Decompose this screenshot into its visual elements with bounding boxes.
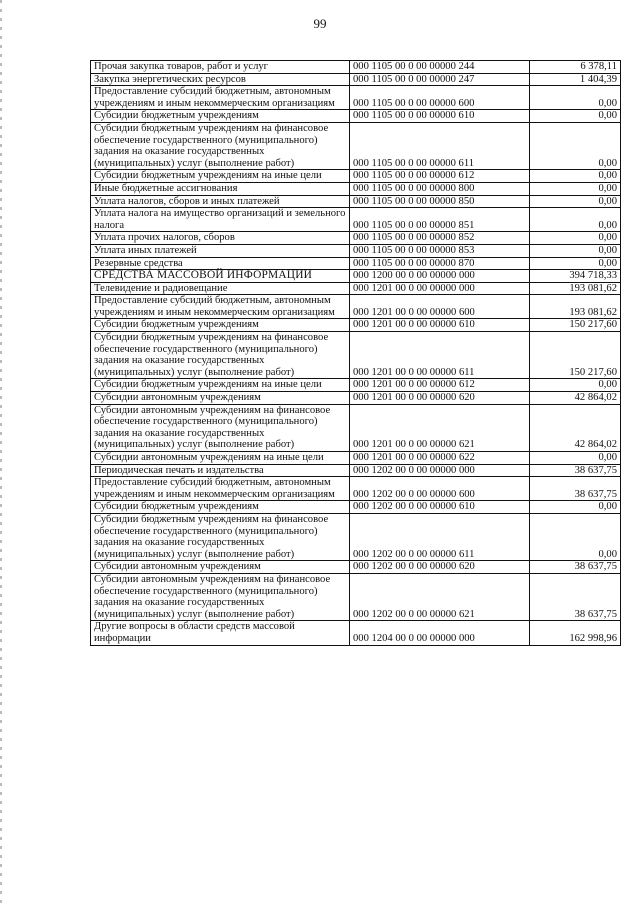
row-name: СРЕДСТВА МАССОВОЙ ИНФОРМАЦИИ [91, 270, 350, 283]
row-amount: 193 081,62 [530, 295, 621, 319]
row-code: 000 1105 00 0 00 00000 851 [350, 208, 530, 232]
table-row [91, 513, 621, 560]
table-row [91, 621, 621, 645]
row-amount: 0,00 [530, 208, 621, 232]
row-code: 000 1202 00 0 00 00000 620 [350, 561, 530, 574]
row-name: Субсидии бюджетным учреждениям на финансовое обеспечение государственного (муниципального) задания на оказание государственных (муниципальных) услуг (выполнение работ) [91, 513, 350, 560]
row-amount: 6 378,11 [530, 61, 621, 74]
row-amount: 0,00 [530, 86, 621, 110]
row-amount: 150 217,60 [530, 319, 621, 332]
row-name: Телевидение и радиовещание [91, 282, 350, 295]
row-name: Предоставление субсидий бюджетным, автономным учреждениям и иным некоммерческим организациям [91, 86, 350, 110]
row-name: Субсидии бюджетным учреждениям на финансовое обеспечение государственного (муниципального) задания на оказание государственных (муниципальных) услуг (выполнение работ) [91, 332, 350, 379]
row-amount: 193 081,62 [530, 282, 621, 295]
table-row [91, 208, 621, 232]
table-row [91, 170, 621, 183]
table-row [91, 501, 621, 514]
table-row [91, 61, 621, 74]
row-code: 000 1202 00 0 00 00000 611 [350, 513, 530, 560]
row-name: Субсидии бюджетным учреждениям на иные цели [91, 379, 350, 392]
row-code: 000 1201 00 0 00 00000 611 [350, 332, 530, 379]
row-amount: 0,00 [530, 501, 621, 514]
row-amount: 394 718,33 [530, 270, 621, 283]
table-row [91, 295, 621, 319]
table-row [91, 573, 621, 620]
row-name: Периодическая печать и издательства [91, 464, 350, 477]
table-row [91, 195, 621, 208]
row-amount: 38 637,75 [530, 464, 621, 477]
row-code: 000 1202 00 0 00 00000 621 [350, 573, 530, 620]
table-row [91, 232, 621, 245]
table-row [91, 122, 621, 169]
budget-table-body [91, 61, 621, 646]
table-row [91, 86, 621, 110]
row-amount: 42 864,02 [530, 404, 621, 451]
row-code: 000 1201 00 0 00 00000 622 [350, 452, 530, 465]
table-row [91, 464, 621, 477]
row-amount: 38 637,75 [530, 477, 621, 501]
row-code: 000 1105 00 0 00 00000 852 [350, 232, 530, 245]
budget-table [90, 60, 621, 646]
table-row [91, 379, 621, 392]
row-name: Субсидии бюджетным учреждениям [91, 110, 350, 123]
row-amount: 162 998,96 [530, 621, 621, 645]
row-amount: 42 864,02 [530, 392, 621, 405]
row-name: Другие вопросы в области средств массовой информации [91, 621, 350, 645]
row-code: 000 1105 00 0 00 00000 610 [350, 110, 530, 123]
row-name: Субсидии бюджетным учреждениям [91, 501, 350, 514]
row-code: 000 1202 00 0 00 00000 000 [350, 464, 530, 477]
row-code: 000 1201 00 0 00 00000 610 [350, 319, 530, 332]
row-code: 000 1204 00 0 00 00000 000 [350, 621, 530, 645]
table-row [91, 561, 621, 574]
row-code: 000 1105 00 0 00 00000 612 [350, 170, 530, 183]
row-name: Резервные средства [91, 257, 350, 270]
table-row [91, 477, 621, 501]
row-amount: 0,00 [530, 257, 621, 270]
row-name: Субсидии автономным учреждениям на иные цели [91, 452, 350, 465]
row-code: 000 1105 00 0 00 00000 853 [350, 244, 530, 257]
row-name: Прочая закупка товаров, работ и услуг [91, 61, 350, 74]
row-name: Иные бюджетные ассигнования [91, 182, 350, 195]
row-name: Уплата прочих налогов, сборов [91, 232, 350, 245]
row-code: 000 1202 00 0 00 00000 610 [350, 501, 530, 514]
row-amount: 0,00 [530, 379, 621, 392]
page-number: 99 [313, 16, 327, 31]
row-name: Уплата налога на имущество организаций и земельного налога [91, 208, 350, 232]
row-code: 000 1200 00 0 00 00000 000 [350, 270, 530, 283]
row-name: Субсидии бюджетным учреждениям на финансовое обеспечение государственного (муниципального) задания на оказание государственных (муниципальных) услуг (выполнение работ) [91, 122, 350, 169]
row-code: 000 1201 00 0 00 00000 621 [350, 404, 530, 451]
table-row [91, 257, 621, 270]
row-code: 000 1105 00 0 00 00000 800 [350, 182, 530, 195]
row-amount: 0,00 [530, 513, 621, 560]
row-amount: 0,00 [530, 244, 621, 257]
section-row [91, 270, 621, 283]
row-code: 000 1201 00 0 00 00000 620 [350, 392, 530, 405]
table-row [91, 73, 621, 86]
row-name: Субсидии автономным учреждениям [91, 392, 350, 405]
row-name: Уплата налогов, сборов и иных платежей [91, 195, 350, 208]
row-amount: 0,00 [530, 110, 621, 123]
row-code: 000 1202 00 0 00 00000 600 [350, 477, 530, 501]
table-row [91, 182, 621, 195]
row-name: Уплата иных платежей [91, 244, 350, 257]
row-code: 000 1105 00 0 00 00000 850 [350, 195, 530, 208]
row-name: Субсидии бюджетным учреждениям [91, 319, 350, 332]
row-name: Субсидии автономным учреждениям [91, 561, 350, 574]
table-row [91, 244, 621, 257]
row-code: 000 1105 00 0 00 00000 611 [350, 122, 530, 169]
row-code: 000 1105 00 0 00 00000 247 [350, 73, 530, 86]
table-row [91, 319, 621, 332]
table-row [91, 282, 621, 295]
row-amount: 150 217,60 [530, 332, 621, 379]
row-code: 000 1105 00 0 00 00000 600 [350, 86, 530, 110]
table-row [91, 452, 621, 465]
row-name: Субсидии автономным учреждениям на финансовое обеспечение государственного (муниципального) задания на оказание государственных (муниципальных) услуг (выполнение работ) [91, 573, 350, 620]
row-code: 000 1201 00 0 00 00000 600 [350, 295, 530, 319]
row-code: 000 1105 00 0 00 00000 870 [350, 257, 530, 270]
table-row [91, 392, 621, 405]
row-code: 000 1201 00 0 00 00000 612 [350, 379, 530, 392]
row-name: Предоставление субсидий бюджетным, автономным учреждениям и иным некоммерческим организациям [91, 477, 350, 501]
row-name: Предоставление субсидий бюджетным, автономным учреждениям и иным некоммерческим организациям [91, 295, 350, 319]
row-amount: 0,00 [530, 170, 621, 183]
row-amount: 0,00 [530, 232, 621, 245]
scan-edge [0, 0, 2, 905]
row-amount: 0,00 [530, 195, 621, 208]
row-amount: 38 637,75 [530, 573, 621, 620]
row-amount: 0,00 [530, 182, 621, 195]
row-amount: 1 404,39 [530, 73, 621, 86]
row-name: Закупка энергетических ресурсов [91, 73, 350, 86]
row-code: 000 1105 00 0 00 00000 244 [350, 61, 530, 74]
row-name: Субсидии автономным учреждениям на финансовое обеспечение государственного (муниципального) задания на оказание государственных (муниципальных) услуг (выполнение работ) [91, 404, 350, 451]
row-amount: 0,00 [530, 452, 621, 465]
table-row [91, 404, 621, 451]
row-code: 000 1201 00 0 00 00000 000 [350, 282, 530, 295]
table-row [91, 110, 621, 123]
row-amount: 0,00 [530, 122, 621, 169]
row-amount: 38 637,75 [530, 561, 621, 574]
table-row [91, 332, 621, 379]
row-name: Субсидии бюджетным учреждениям на иные цели [91, 170, 350, 183]
